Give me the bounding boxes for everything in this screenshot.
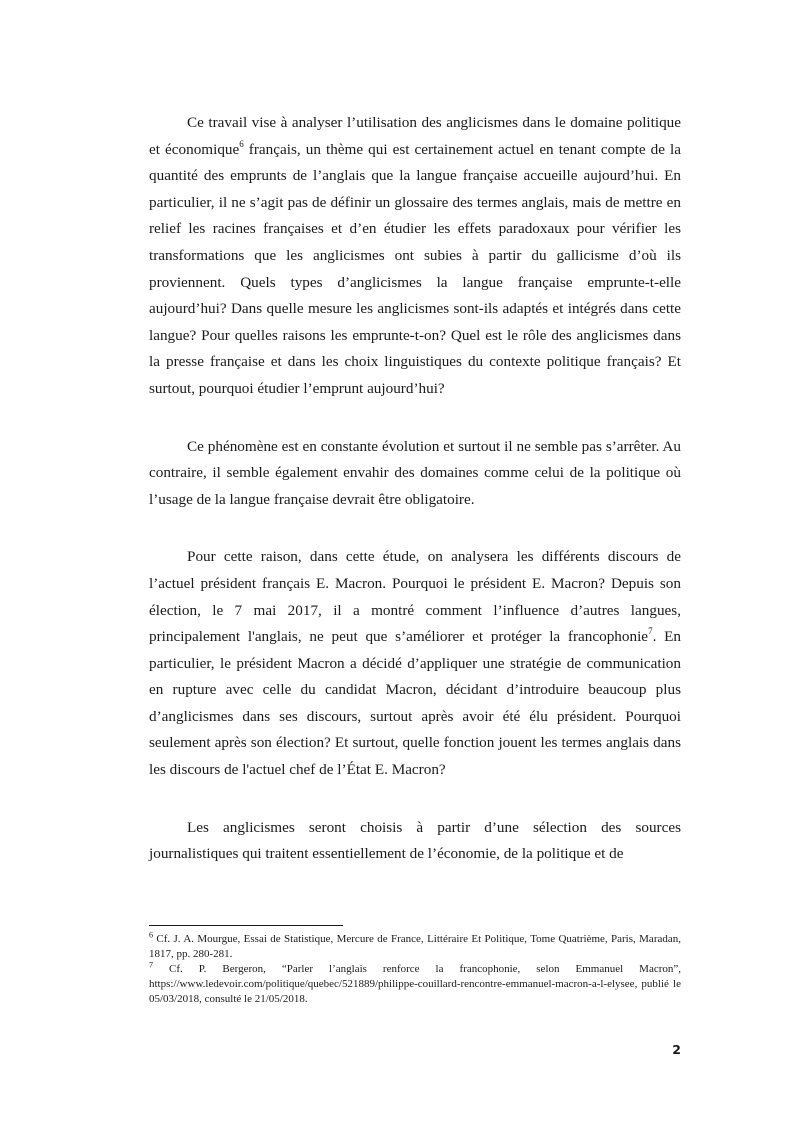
footnote-ref-7[interactable]: 7 bbox=[648, 626, 653, 637]
footnote-ref-6[interactable]: 6 bbox=[239, 138, 244, 149]
body-text bbox=[149, 110, 681, 899]
footnotes bbox=[149, 932, 681, 1007]
paragraph-4: Les anglicismes seront choisis à partir d’une sélection des sources journalistiques qui traitent essentiellement de l’économie, de la politique et de bbox=[149, 818, 681, 863]
paragraph-2: Ce phénomène est en constante évolution et surtout il ne semble pas s’arrêter. Au contraire, il semble également envahir des domaines comme celui de la politique où l’usage de la langue française devrait être obligatoire. bbox=[149, 437, 681, 508]
footnote-6: $^6$ Cf. J. A. Mourgue, Essai de Statistique, Mercure de France, Littéraire Et Politique, Tome Quatrième, Paris, Maradan, 1817, pp. 280-281. bbox=[149, 930, 681, 960]
footnote-7: $^7$ Cf. P. Bergeron, “Parler l’anglais renforce la francophonie, selon Emmanuel Macron”, https://www.ledevoir.com/politique/quebec/521889/philippe-couillard-rencontre-emmanuel-macron-a-l-elysee, publié le 05/03/2018, consulté le 21/05/2018. bbox=[149, 960, 681, 1005]
page-number: 2 bbox=[672, 1042, 681, 1057]
paragraph-3: Pour cette raison, dans cette étude, on analysera les différents discours de l’actuel président français E. Macron. Pourquoi le président E. Macron? Depuis son élection, le 7 mai 2017, il a montré comment l’influence d’autres langues, principalement l'anglais, ne peut que s’améliorer et protéger la francophonie$^7$. En particulier, le président Macron a décidé d’appliquer une stratégie de communication en rupture avec celle du candidat Macron, décidant d’introduire beaucoup plus d’anglicismes dans ses discours, surtout après avoir été élu président. Pourquoi seulement après son élection? Et surtout, quelle fonction jouent les termes anglais dans les discours de l'actuel chef de l’État E. Macron? bbox=[149, 548, 682, 779]
paragraph-1: Ce travail vise à analyser l’utilisation des anglicismes dans le domaine politique et économique$^6$ français, un thème qui est certainement actuel en tenant compte de la quantité des emprunts de l’anglais que la langue française accueille aujourd’hui. En particulier, il ne s’agit pas de définir un glossaire des termes anglais, mais de mettre en relief les racines françaises et d’en étudier les effets paradoxaux pour vérifier les transformations que les anglicismes ont subies à partir du gallicisme d’où ils proviennent. Quels types d’anglicismes la langue française emprunte-t-elle aujourd’hui? Dans quelle mesure les anglicismes sont-ils adaptés et intégrés dans cette langue? Pour quelles raisons les emprunte-t-on? Quel est le rôle des anglicismes dans la presse française et dans les choix linguistiques du contexte politique français? Et surtout, pourquoi étudier l’emprunt aujourd’hui? bbox=[149, 114, 681, 397]
footnote-separator bbox=[149, 925, 343, 926]
